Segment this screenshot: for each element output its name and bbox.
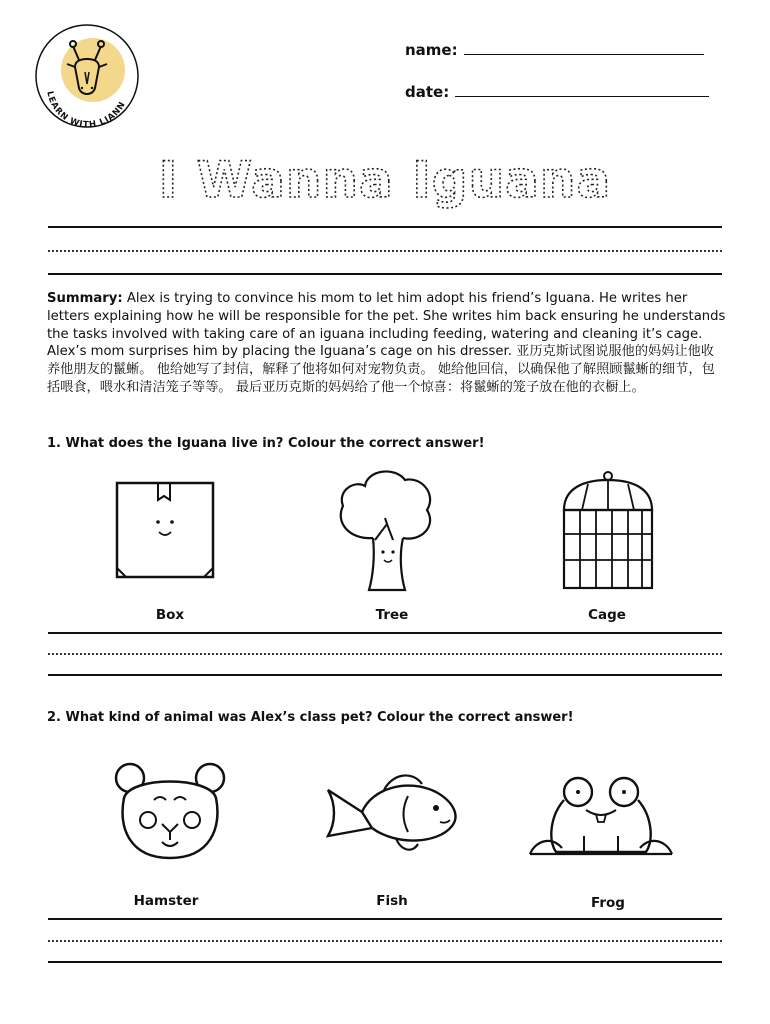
option-cage-label: Cage	[588, 607, 626, 623]
name-line[interactable]	[464, 40, 704, 55]
answer-line	[48, 918, 722, 920]
tree-icon[interactable]	[333, 466, 441, 592]
option-fish-label: Fish	[376, 893, 408, 909]
answer-line	[48, 674, 722, 676]
box-icon[interactable]	[112, 478, 220, 582]
option-tree-label: Tree	[375, 607, 409, 623]
question-1: 1. What does the Iguana live in? Colour the correct answer!	[47, 436, 485, 451]
logo-text: LEARN WITH LIANN	[44, 90, 128, 130]
answer-line	[48, 961, 722, 963]
answer-line-dotted	[48, 940, 722, 942]
page-title	[0, 145, 770, 217]
answer-line	[48, 632, 722, 634]
name-field	[405, 40, 704, 59]
title-text: I Wanna Iguana	[158, 151, 612, 209]
frog-icon[interactable]	[526, 770, 676, 858]
date-label: date:	[405, 83, 450, 101]
option-hamster-label: Hamster	[133, 893, 199, 909]
option-frog-label: Frog	[591, 895, 625, 911]
cage-icon[interactable]	[558, 470, 658, 592]
fish-icon[interactable]	[322, 766, 462, 858]
summary-chinese: 亚历克斯试图说服他的妈妈让他收养他朋友的鬣蜥。 他给她写了封信，解释了他将如何对宠物负责。 她给他回信，以确保他了解照顾鬣蜥的细节，包括喂食，喂水和清洁笼子等等。 最后亚历克斯的妈妈给了他一个惊喜：将鬣蜥的笼子放在他的衣橱上。	[47, 344, 715, 395]
question-2: 2. What kind of animal was Alex’s class pet? Colour the correct answer!	[47, 710, 574, 725]
summary-label: Summary:	[47, 291, 123, 306]
writing-line-dotted	[48, 250, 722, 252]
writing-line	[48, 226, 722, 228]
logo	[33, 22, 141, 130]
option-box-label: Box	[155, 607, 185, 623]
writing-line	[48, 273, 722, 275]
answer-line-dotted	[48, 653, 722, 655]
name-label: name:	[405, 41, 458, 59]
summary	[47, 290, 727, 397]
date-line[interactable]	[455, 82, 709, 97]
summary-english: Alex is trying to convince his mom to let him adopt his friend’s Iguana. He writes her letters explaining how he will be responsible for the pet. She writes him back ensuring he understands the tasks involved with taking care of an iguana including feeding, watering and cleaning it’s cage. Alex’s mom surprises him by placing the Iguana’s cage on his dresser.	[47, 291, 726, 360]
date-field	[405, 82, 709, 101]
hamster-icon[interactable]	[110, 758, 230, 864]
